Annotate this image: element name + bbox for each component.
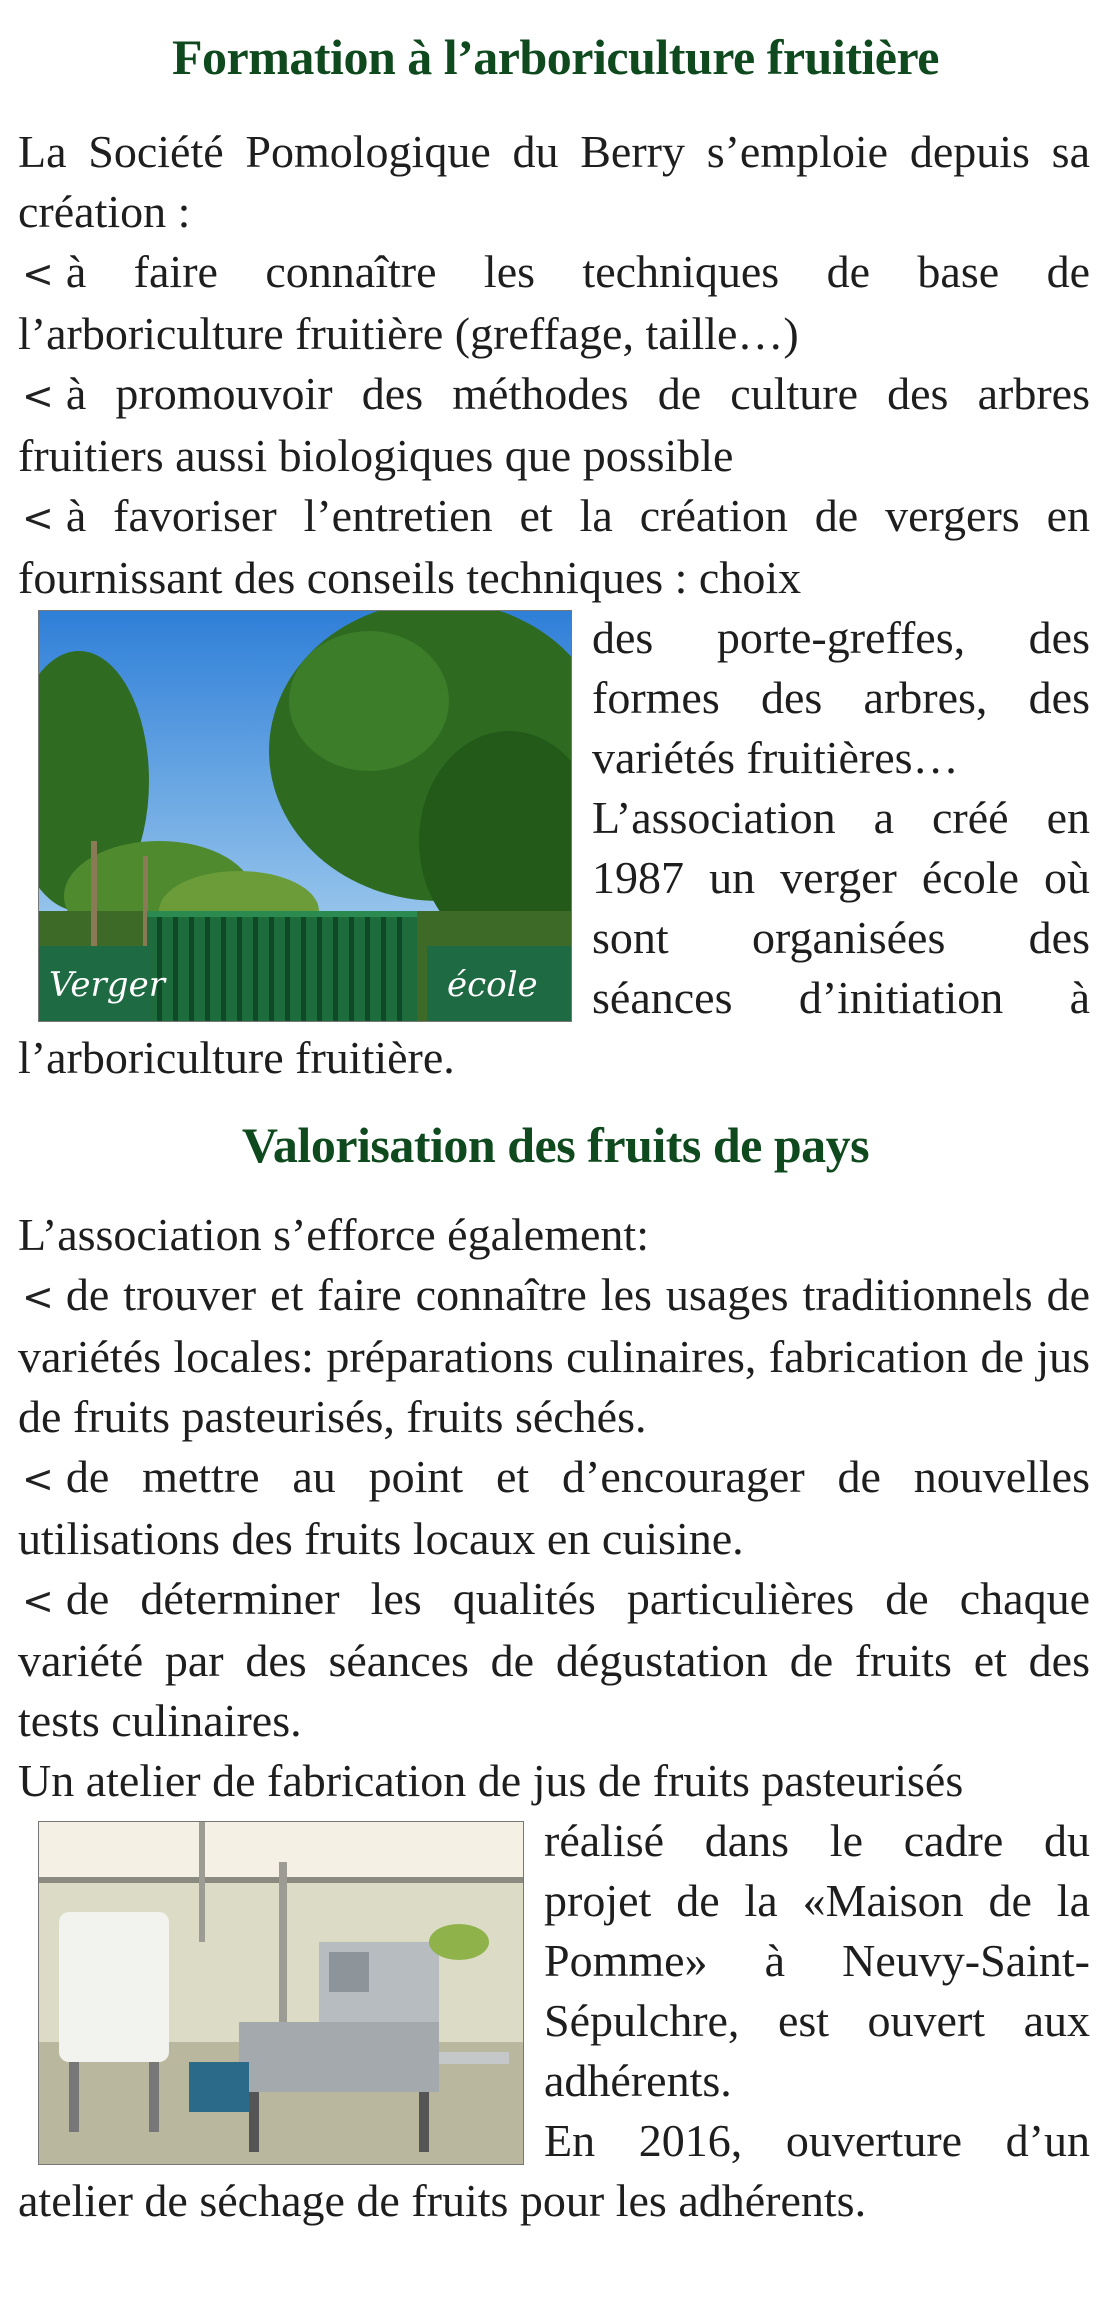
bullet-arrow-icon: < [22,1579,54,1623]
orchard-gate-photo [38,610,572,1022]
bullet-arrow-icon: < [22,252,54,296]
intro-text: La Société Pomologique du Berry s’emploie depuis sa création : [18,126,1090,237]
wrap-text: réalisé dans le cadre du projet de la «Maison de la Pomme» à Neuvy-Saint-Sépulchre, est ouvert aux adhérents. [544,1815,1090,2106]
bullet-arrow-icon: < [22,1457,54,1501]
bullet-arrow-icon: < [22,496,54,540]
bullet-item: < de trouver et faire connaître les usages traditionnels de variétés locales: préparations culinaires, fabrication de jus de fruits pasteurisés, fruits séchés. [18,1269,1090,1442]
bullet-item: < à promouvoir des méthodes de culture des arbres fruitiers aussi biologiques que possible [18,368,1090,481]
bullet-item: < de déterminer les qualités particulières de chaque variété par des séances de dégustation de fruits et des tests culinaires. [18,1573,1090,1746]
final-paragraph: En 2016, ouverture d’un atelier de séchage de fruits pour les adhérents. [18,2115,1090,2226]
bullet-arrow-icon: < [22,374,54,418]
atelier-lead-line: Un atelier de fabrication de jus de fruits pasteurisés [18,1755,964,1806]
wrap-text: des porte-greffes, des formes des arbres, des variétés fruitières… [592,612,1090,783]
sign-ecole: école [447,965,538,1005]
section-valorisation-body [18,1205,1090,2231]
bullet-item: < de mettre au point et d’encourager de nouvelles utilisations des fruits locaux en cuisine. [18,1451,1090,1564]
juice-workshop-photo [38,1821,524,2165]
bullet-item: < à favoriser l’entretien et la création de vergers en fournissant des conseils techniques : choix [18,490,1090,603]
sign-verger: Verger [49,965,165,1005]
bullet-arrow-icon: < [22,1275,54,1319]
bullet-item: < à faire connaître les techniques de base de l’arboriculture fruitière (greffage, taille…) [18,246,1090,359]
section-title-valorisation: Valorisation des fruits de pays [241,1117,870,1173]
section-title-formation: Formation à l’arboriculture fruitière [172,29,939,85]
verger-ecole-paragraph: L’association a créé en 1987 un verger école où sont organisées des séances d’initiation à l’arboriculture fruitière. [18,792,1090,1083]
intro-text: L’association s’efforce également: [18,1209,649,1260]
section-formation-body [18,122,1090,1088]
